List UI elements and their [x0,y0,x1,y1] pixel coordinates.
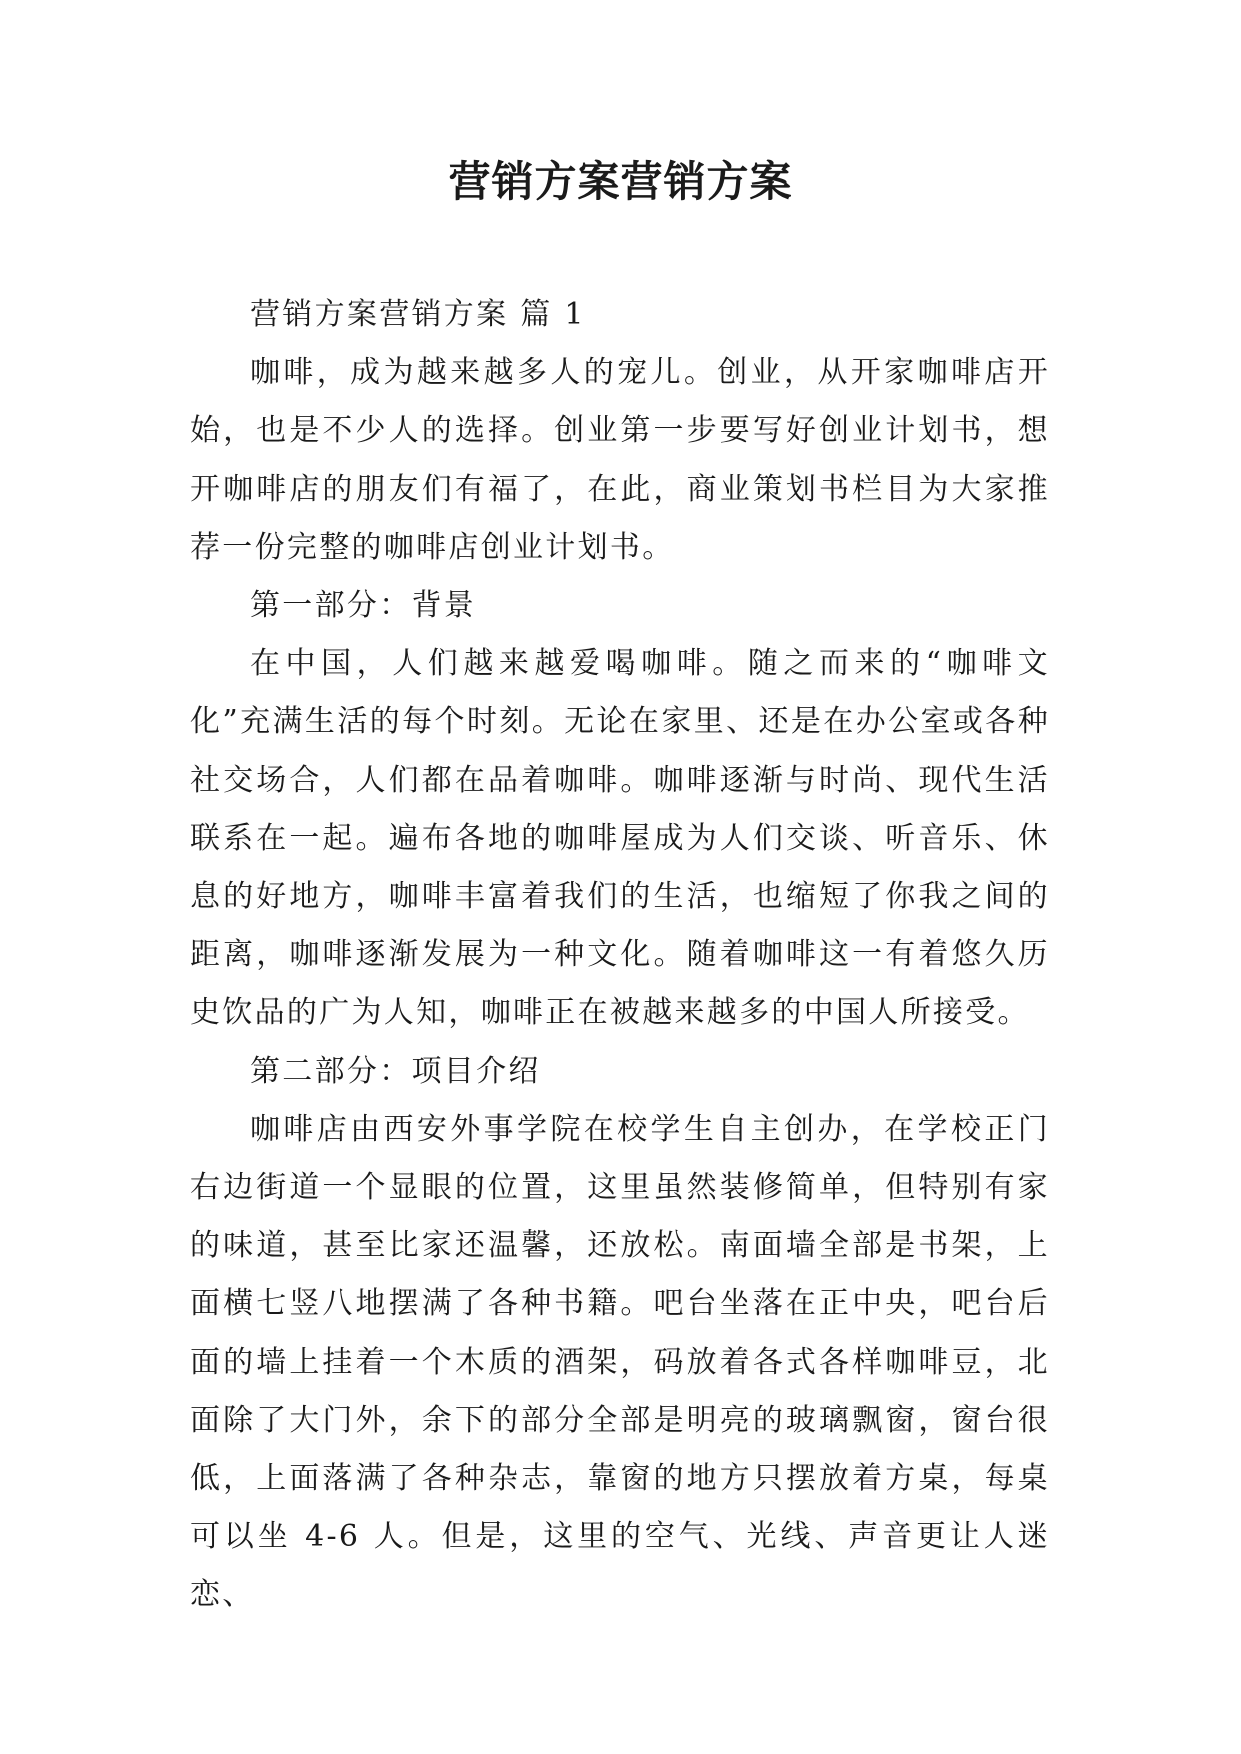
section-heading-background: 第一部分：背景 [250,588,477,624]
paragraph-project: 咖啡店由西安外事学院在校学生自主创办，在学校正门右边街道一个显眼的位置，这里虽然装修简单，但特别有家的味道，甚至比家还温馨，还放松。南面墙全部是书架，上面横七竖八地摆满了各种书籍。吧台坐落在正中央，吧台后面的墙上挂着一个木质的酒架，码放着各式各样咖啡豆，北面除了大门外，余下的部分全部是明亮的玻璃飘窗，窗台很低，上面落满了各种杂志，靠窗的地方只摆放着方桌，每桌可以坐 4-6 人。但是，这里的空气、光线、声音更让人迷恋、 [190,1111,1050,1613]
paragraph-background: 在中国，人们越来越爱喝咖啡。随之而来的“咖啡文化”充满生活的每个时刻。无论在家里、还是在办公室或各种社交场合，人们都在品着咖啡。咖啡逐渐与时尚、现代生活联系在一起。遍布各地的咖啡屋成为人们交谈、听音乐、休息的好地方，咖啡丰富着我们的生活，也缩短了你我之间的距离，咖啡逐渐发展为一种文化。随着咖啡这一有着悠久历史饮品的广为人知，咖啡正在被越来越多的中国人所接受。 [190,646,1050,1031]
section-heading-project: 第二部分：项目介绍 [250,1053,541,1089]
document-body [190,286,1050,1625]
paragraph-intro: 咖啡，成为越来越多人的宠儿。创业，从开家咖啡店开始，也是不少人的选择。创业第一步要写好创业计划书，想开咖啡店的朋友们有福了，在此，商业策划书栏目为大家推荐一份完整的咖啡店创业计划书。 [190,355,1050,565]
page-title: 营销方案营销方案 [448,157,793,206]
section-heading-part-1: 营销方案营销方案 篇 1 [250,297,586,332]
